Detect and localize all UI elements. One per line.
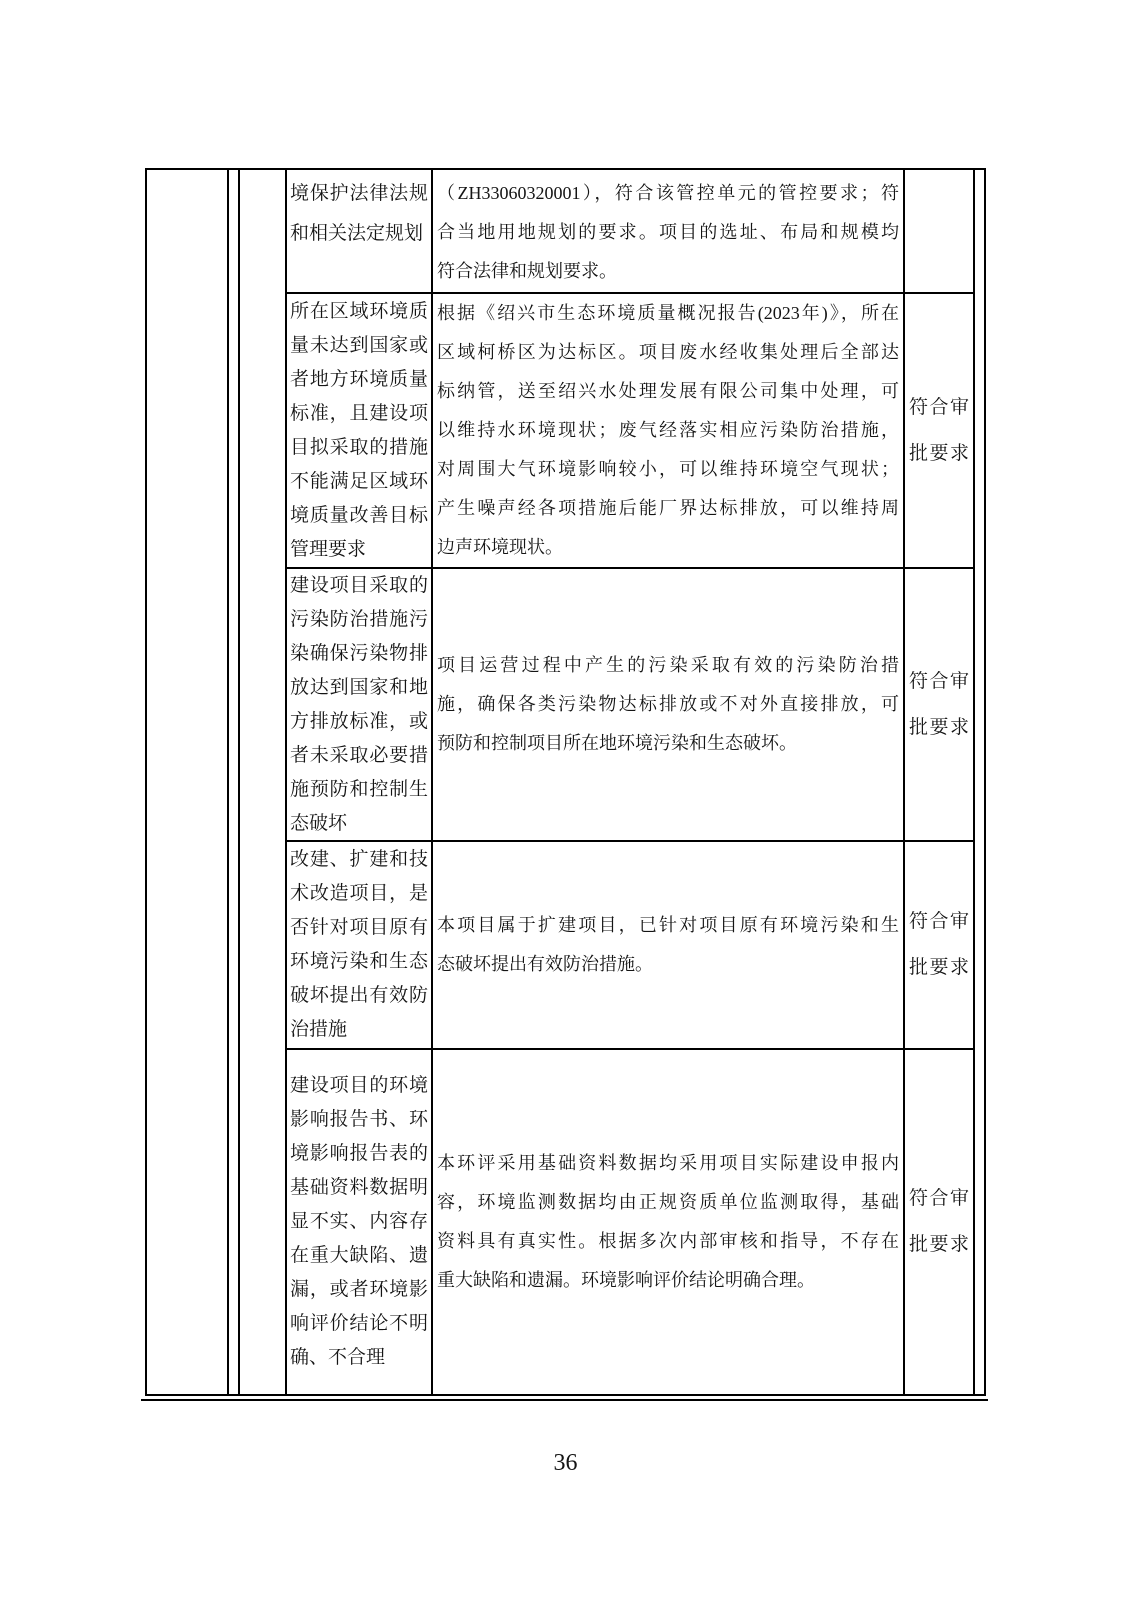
text-line: 重大缺陷和遗漏。环境影响评价结论明确合理。: [437, 1270, 815, 1290]
text-line: 所在区域环境质: [290, 300, 428, 322]
text-line: 建设项目采取的: [290, 574, 428, 596]
text-line: （ZH33060320001），符合该管控单元的管控要求；符: [437, 183, 899, 203]
text-line: 预防和控制项目所在地环境污染和生态破坏。: [437, 733, 797, 753]
table-row: [147, 294, 984, 567]
text-line: 量未达到国家或: [290, 334, 428, 356]
text-line: 在重大缺陷、遗: [290, 1245, 428, 1266]
text-line: 目拟采取的措施: [290, 436, 428, 458]
text-line: 境保护法律法规: [290, 183, 428, 204]
text-line: 根据《绍兴市生态环境质量概况报告(2023年)》，所在: [437, 303, 899, 323]
conclusion-cell: [905, 294, 973, 567]
text-line: 对周围大气环境影响较小，可以维持环境空气现状；: [437, 459, 899, 479]
text-line: 基础资料数据明: [290, 1177, 428, 1198]
text-line: 施，确保各类污染物达标排放或不对外直接排放，可: [437, 694, 899, 714]
text-line: 破坏提出有效防: [290, 985, 428, 1006]
compliance-review-table: [145, 168, 986, 1396]
text-line: 管理要求: [290, 538, 367, 560]
text-line: 不能满足区域环: [290, 470, 428, 492]
text-line: 境质量改善目标: [290, 504, 428, 526]
text-line: 态破坏提出有效防治措施。: [437, 954, 653, 974]
text-line: 本项目属于扩建项目，已针对项目原有环境污染和生: [437, 915, 899, 935]
text-line: 符合审: [909, 396, 969, 418]
text-line: 本环评采用基础资料数据均采用项目实际建设申报内: [437, 1153, 899, 1173]
text-line: 标准，且建设项: [290, 402, 428, 424]
text-line: 边声环境现状。: [437, 537, 563, 557]
conclusion-cell: [905, 170, 973, 292]
text-line: 者未采取必要措: [290, 744, 428, 766]
text-line: 者地方环境质量: [290, 368, 428, 390]
criteria-cell: [287, 294, 431, 567]
text-line: 合当地用地规划的要求。项目的选址、布局和规模均: [437, 222, 899, 242]
page-number: 36: [553, 1450, 578, 1476]
conclusion-cell: [905, 1050, 973, 1394]
text-line: 和相关法定规划: [290, 223, 424, 244]
text-line: 批要求: [909, 442, 969, 464]
text-line: 符合审: [909, 1188, 969, 1209]
text-line: 容，环境监测数据均由正规资质单位监测取得，基础: [437, 1192, 899, 1212]
criteria-cell: [287, 170, 431, 292]
text-line: 影响报告书、环: [290, 1109, 428, 1130]
text-line: 境影响报告表的: [290, 1143, 428, 1164]
text-line: 建设项目的环境: [290, 1075, 428, 1096]
text-line: 资料具有真实性。根据多次内部审核和指导，不存在: [437, 1231, 899, 1251]
criteria-cell: [287, 842, 431, 1048]
text-line: 施预防和控制生: [290, 778, 428, 800]
content-cell: [433, 569, 903, 840]
table-row: [147, 1050, 984, 1394]
text-line: 放达到国家和地: [290, 676, 428, 698]
text-line: 批要求: [909, 1234, 969, 1255]
text-line: 方排放标准，或: [290, 710, 428, 732]
text-line: 否针对项目原有: [290, 917, 428, 938]
table-row: [147, 170, 984, 292]
text-line: 区域柯桥区为达标区。项目废水经收集处理后全部达: [437, 342, 899, 362]
content-cell: [433, 1050, 903, 1394]
text-line: 符合法律和规划要求。: [437, 261, 617, 281]
text-line: 符合审: [909, 670, 969, 692]
table-bottom-rule: [141, 1399, 988, 1401]
conclusion-cell: [905, 842, 973, 1048]
content-cell: [433, 170, 903, 292]
text-line: 态破坏: [290, 812, 348, 834]
text-line: 环境污染和生态: [290, 951, 428, 972]
text-line: 响评价结论不明: [290, 1313, 428, 1334]
text-line: 污染防治措施污: [290, 608, 428, 630]
text-line: 显不实、内容存: [290, 1211, 428, 1232]
text-line: 以维持水环境现状；废气经落实相应污染防治措施，: [437, 420, 899, 440]
text-line: 改建、扩建和技: [290, 849, 428, 870]
text-line: 项目运营过程中产生的污染采取有效的污染防治措: [437, 655, 899, 675]
text-line: 符合审: [909, 911, 969, 932]
text-line: 漏，或者环境影: [290, 1279, 428, 1300]
content-cell: [433, 294, 903, 567]
text-line: 治措施: [290, 1019, 348, 1040]
text-line: 批要求: [909, 716, 969, 738]
text-line: 术改造项目，是: [290, 883, 428, 904]
table-row: [147, 569, 984, 840]
text-line: 产生噪声经各项措施后能厂界达标排放，可以维持周: [437, 498, 899, 518]
criteria-cell: [287, 569, 431, 840]
table-row: [147, 842, 984, 1048]
text-line: 确、不合理: [290, 1347, 386, 1368]
text-line: 染确保污染物排: [290, 642, 428, 664]
text-line: 批要求: [909, 957, 969, 978]
content-cell: [433, 842, 903, 1048]
conclusion-cell: [905, 569, 973, 840]
text-line: 标纳管，送至绍兴水处理发展有限公司集中处理，可: [437, 381, 899, 401]
criteria-cell: [287, 1050, 431, 1394]
